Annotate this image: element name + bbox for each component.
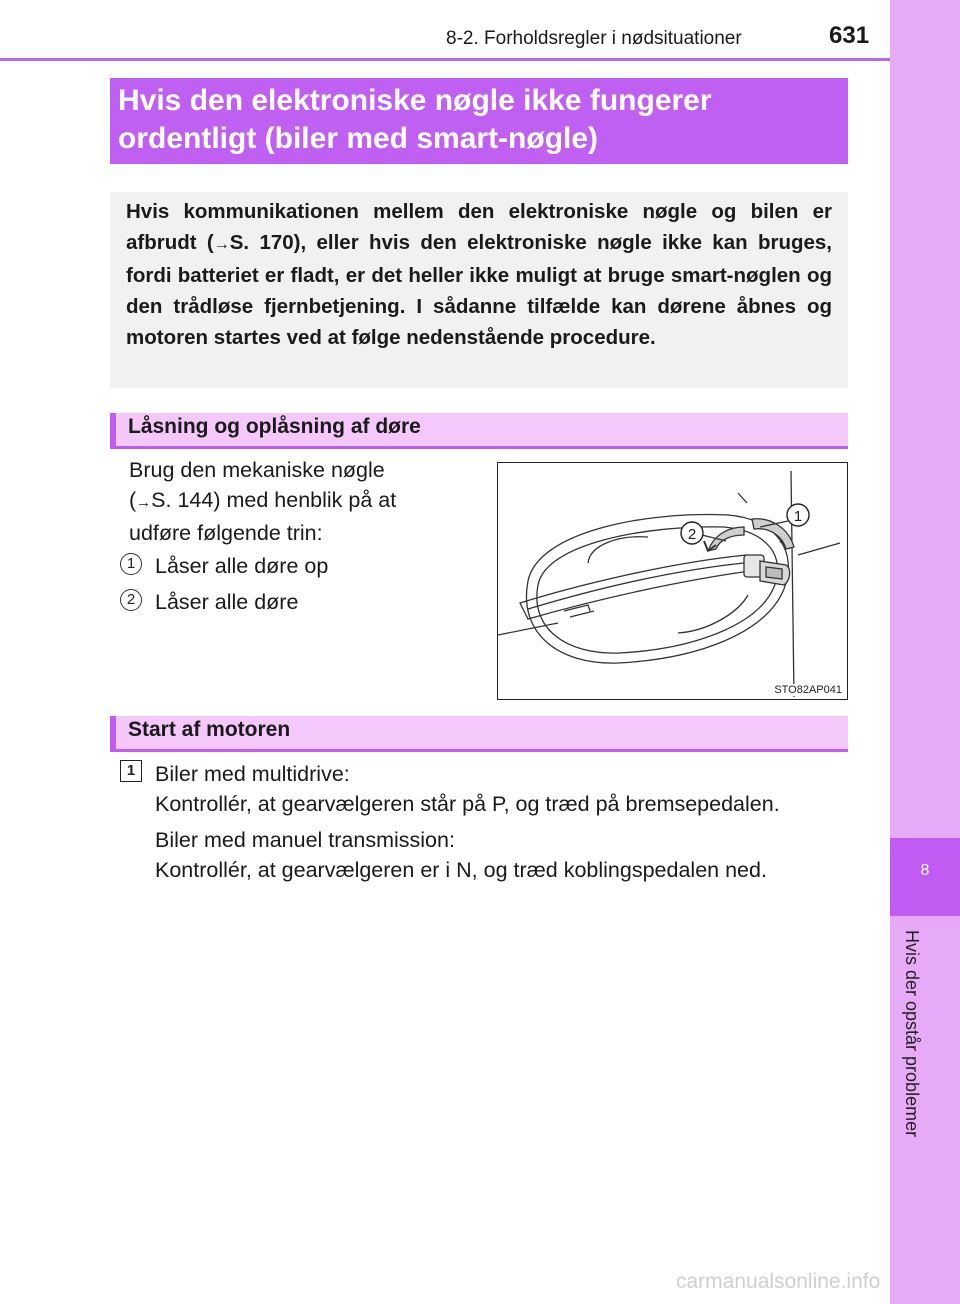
step-text-2: Låser alle døre bbox=[155, 590, 299, 614]
manual-transmission-instructions bbox=[155, 825, 767, 885]
main-title-line2: ordentligt (biler med smart-nøgle) bbox=[118, 122, 599, 155]
section-heading-start-engine: Start af motoren bbox=[110, 716, 848, 752]
step-badge-2: 2 bbox=[120, 589, 142, 611]
callout-2-label: 2 bbox=[687, 526, 697, 543]
intro-page-ref[interactable]: S. 170 bbox=[229, 231, 294, 254]
step-text-1: Låser alle døre op bbox=[155, 554, 329, 578]
multidrive-text: Kontrollér, at gearvælgeren står på P, og træd på bremsepedalen. bbox=[155, 792, 780, 816]
ref-arrow-icon: → bbox=[136, 494, 152, 511]
main-title-line1: Hvis den elektroniske nøgle ikke fungerer bbox=[118, 84, 712, 117]
section-heading-locking: Låsning og oplåsning af døre bbox=[110, 413, 848, 449]
manual-text: Kontrollér, at gearvælgeren er i N, og træd koblingspedalen ned. bbox=[155, 858, 767, 882]
locking-text-line1: Brug den mekaniske nøgle bbox=[129, 458, 385, 482]
chapter-title: Hvis der opstår problemer bbox=[902, 930, 922, 1138]
callout-1-label: 1 bbox=[793, 508, 803, 525]
illustration-code: STO82AP041 bbox=[774, 684, 842, 696]
locking-text-line2: (→S. 144) med henblik på at bbox=[129, 488, 397, 512]
locking-page-ref[interactable]: S. 144 bbox=[151, 488, 214, 512]
multidrive-instructions bbox=[155, 759, 780, 819]
door-handle-illustration bbox=[497, 462, 848, 700]
main-title bbox=[110, 78, 848, 164]
intro-text-part2: ), eller hvis den elektroniske nøgle ikke kan bruges, fordi batteriet er fladt, er det heller ikke muligt at bruge smart-nøglen og den trådløse fjernbetjening. I sådanne tilfælde kan dørene åbnes og motoren startes ved at følge nedenstående procedure. bbox=[126, 231, 832, 349]
page-number: 631 bbox=[829, 22, 870, 49]
watermark: carmanualsonline.info bbox=[676, 1270, 881, 1293]
locking-instructions bbox=[129, 455, 396, 548]
multidrive-title: Biler med multidrive: bbox=[155, 762, 350, 786]
header-rule bbox=[0, 58, 890, 61]
section-header: 8-2. Forholdsregler i nødsituationer bbox=[446, 28, 742, 49]
chapter-tab: 8 bbox=[890, 838, 960, 916]
locking-text-line3: udføre følgende trin: bbox=[129, 521, 323, 545]
step-number-badge: 1 bbox=[120, 760, 142, 782]
intro-box bbox=[110, 192, 848, 388]
intro-text-part1: Hvis kommunikationen mellem den elektroniske nøgle og bilen er afbrudt ( bbox=[126, 200, 832, 254]
step-badge-1: 1 bbox=[120, 553, 142, 575]
manual-title: Biler med manuel transmission: bbox=[155, 828, 455, 852]
ref-arrow-icon: → bbox=[213, 236, 230, 253]
door-handle-drawing bbox=[498, 463, 848, 700]
